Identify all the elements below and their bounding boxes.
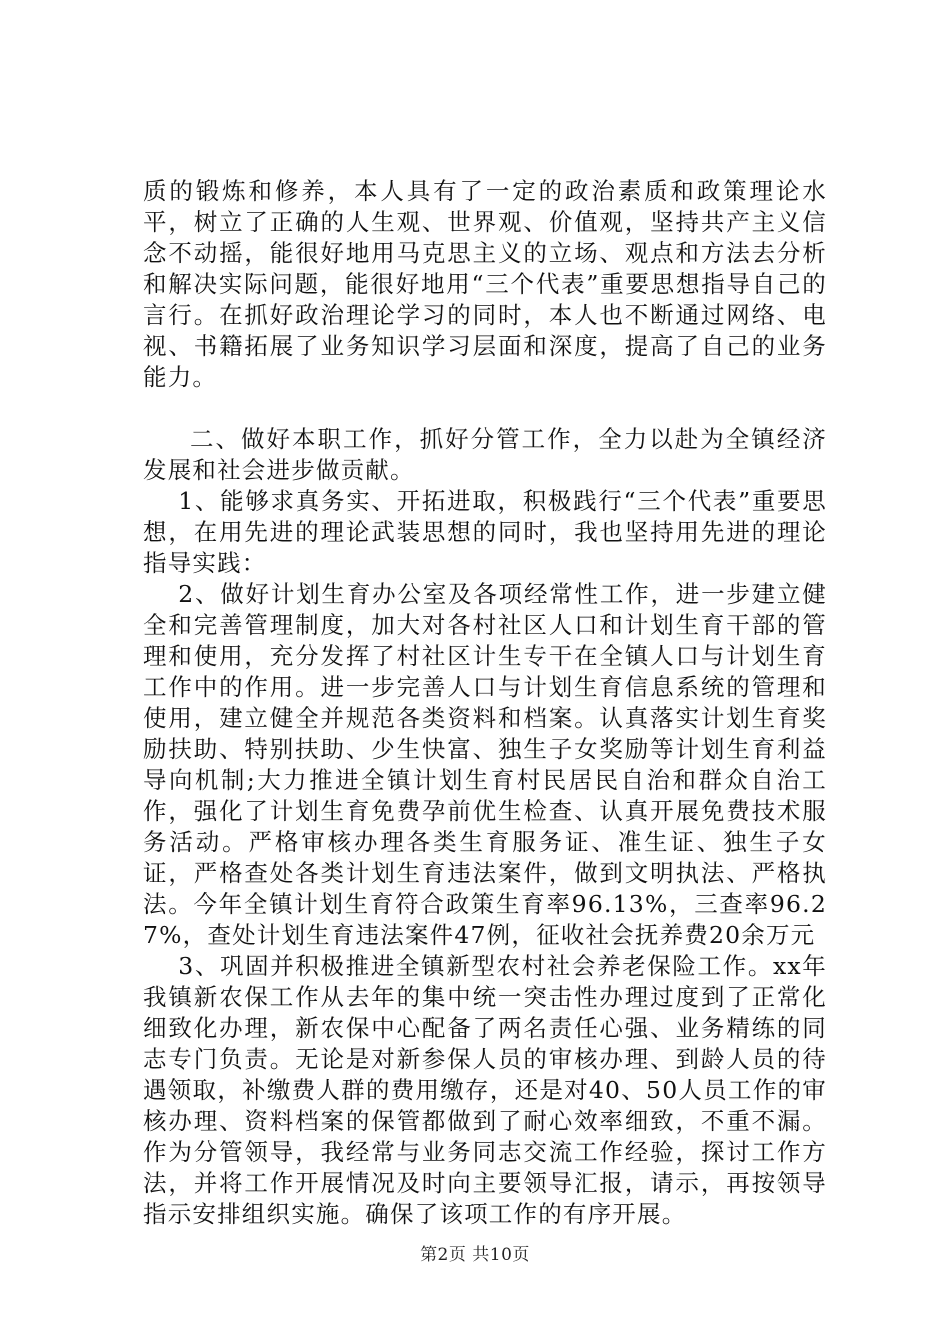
- paragraph-continuation: 质的锻炼和修养，本人具有了一定的政治素质和政策理论水平，树立了正确的人生观、世界观、价值观，坚持共产主义信念不动摇，能很好地用马克思主义的立场、观点和方法去分析和解决实际问题，能很好地用“三个代表”重要思想指导自己的言行。在抓好政治理论学习的同时，本人也不断通过网络、电视、书籍拓展了业务知识学习层面和深度，提高了自己的业务能力。: [143, 177, 827, 391]
- section-heading-2: 二、做好本职工作，抓好分管工作，全力以赴为全镇经济发展和社会进步做贡献。: [143, 425, 827, 484]
- paragraph-item-1: 1、能够求真务实、开拓进取，积极践行“三个代表”重要思想，在用先进的理论武装思想的同时，我也坚持用先进的理论指导实践：: [143, 487, 827, 577]
- paragraph-item-3: 3、巩固并积极推进全镇新型农村社会养老保险工作。xx年我镇新农保工作从去年的集中统一突击性办理过度到了正常化细致化办理，新农保中心配备了两名责任心强、业务精练的同志专门负责。无论是对新参保人员的审核办理、到龄人员的待遇领取，补缴费人群的费用缴存，还是对40、50人员工作的审核办理、资料档案的保管都做到了耐心效率细致，不重不漏。作为分管领导，我经常与业务同志交流工作经验，探讨工作方法，并将工作开展情况及时向主要领导汇报，请示，再按领导指示安排组织实施。确保了该项工作的有序开展。: [143, 952, 827, 1228]
- page-number-footer: 第2页 共10页: [420, 1245, 530, 1265]
- document-body: [143, 176, 827, 1230]
- paragraph-gap: [143, 393, 827, 424]
- paragraph-item-2: 2、做好计划生育办公室及各项经常性工作，进一步建立健全和完善管理制度，加大对各村社区人口和计划生育干部的管理和使用，充分发挥了村社区计生专干在全镇人口与计划生育工作中的作用。进一步完善人口与计划生育信息系统的管理和使用，建立健全并规范各类资料和档案。认真落实计划生育奖励扶助、特别扶助、少生快富、独生子女奖励等计划生育利益导向机制;大力推进全镇计划生育村民居民自治和群众自治工作，强化了计划生育免费孕前优生检查、认真开展免费技术服务活动。严格审核办理各类生育服务证、准生证、独生子女证，严格查处各类计划生育违法案件，做到文明执法、严格执法。今年全镇计划生育符合政策生育率96.13%，三查率96.27%，查处计划生育违法案件47例，征收社会抚养费20余万元: [143, 580, 827, 949]
